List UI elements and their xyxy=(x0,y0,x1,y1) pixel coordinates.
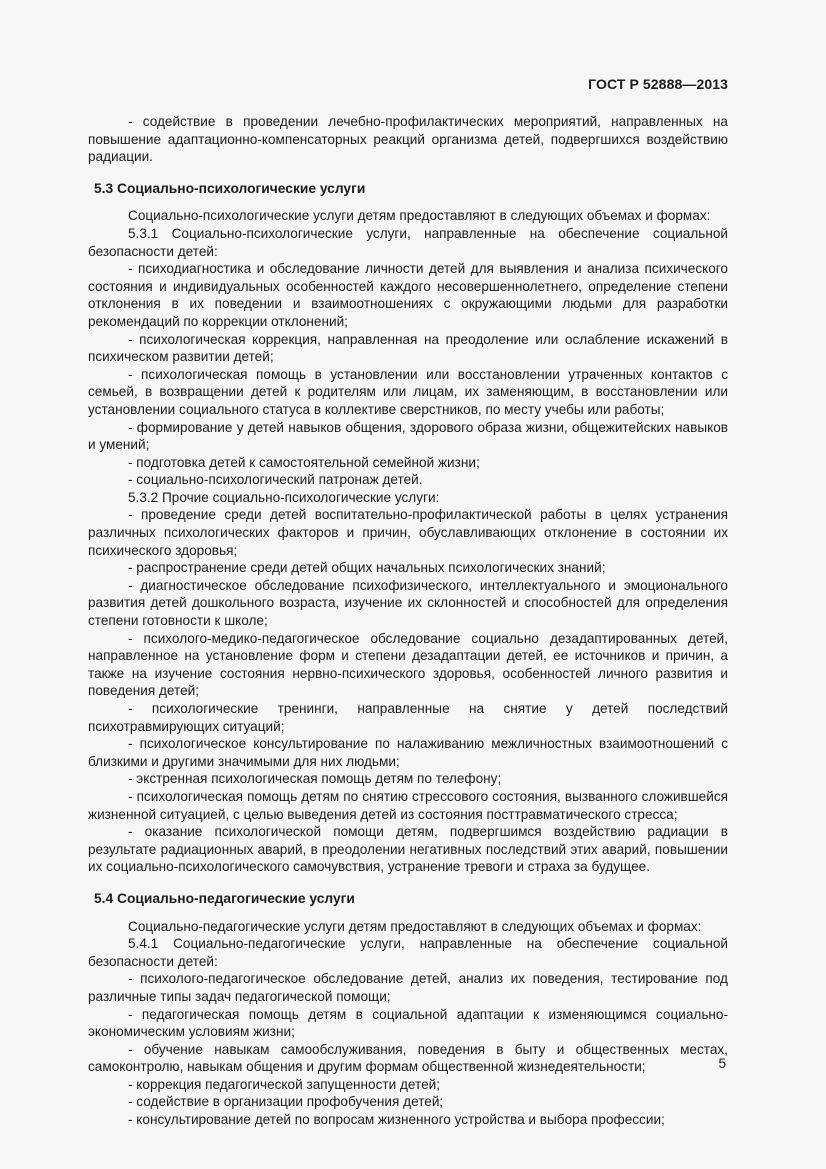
paragraph: - психолого-педагогическое обследование детей, анализ их поведения, тестирование под различные типы задач педагогической помощи; xyxy=(88,971,728,1004)
paragraph: - психологическая помощь в установлении или восстановлении утраченных контактов с семьей, в возвращении детей к родителям или лицам, их заменяющим, в восстановлении или установлении социального статуса в коллективе сверстников, по месту учебы или работы; xyxy=(88,366,728,417)
paragraph: - психологическое консультирование по налаживанию межличностных взаимоотношений с близкими и другими значимыми для них людьми; xyxy=(88,736,728,769)
paragraph: 5.4.1 Социально-педагогические услуги, направленные на обеспечение социальной безопасности детей: xyxy=(88,936,728,969)
paragraph: - диагностическое обследование психофизического, интеллектуального и эмоционального развития детей дошкольного возраста, изучение их склонностей и способностей для определения степени готовности к школе; xyxy=(88,577,728,629)
document-body xyxy=(88,113,728,1129)
paragraph: Социально-психологические услуги детям предоставляют в следующих объемах и формах: xyxy=(128,208,711,224)
paragraph: - экстренная психологическая помощь детям по телефону; xyxy=(128,771,502,787)
paragraph: - оказание психологической помощи детям, подвергшимся воздействию радиации в результате радиационных аварий, в преодолении негативных последствий этих аварий, повышении их социально-психологического самочувствия, устранение тревоги и страха за будущее. xyxy=(88,824,728,875)
paragraph: - содействие в организации профобучения детей; xyxy=(128,1094,444,1110)
section-heading: 5.4 Социально-педагогические услуги xyxy=(94,890,355,906)
section-heading: 5.3 Социально-психологические услуги xyxy=(94,180,366,196)
paragraph: - коррекция педагогической запущенности детей; xyxy=(128,1076,441,1092)
paragraph: Социально-педагогические услуги детям предоставляют в следующих объемах и формах: xyxy=(128,918,702,934)
paragraph: - распространение среди детей общих начальных психологических знаний; xyxy=(128,560,606,576)
paragraph: - психологическая помощь детям по снятию стрессового состояния, вызванного сложившейся жизненной ситуацией, с целью выведения детей из состояния посттравматического стресса; xyxy=(88,788,728,822)
paragraph: - психолого-медико-педагогическое обследование социально дезадаптированных детей, направленное на установление форм и степени дезадаптации детей, ее источников и причин, а также на изучение состояния нервно-психического здоровья, особенностей личного развития и поведения детей; xyxy=(88,630,728,699)
paragraph: - консультирование детей по вопросам жизненного устройства и выбора профессии; xyxy=(128,1112,665,1128)
page-number: 5 xyxy=(718,1056,726,1071)
paragraph: - содействие в проведении лечебно-профилактических мероприятий, направленных на повышение адаптационно-компенсаторных реакций организма детей, подвергшихся воздействию радиации. xyxy=(88,114,728,165)
paragraph: - проведение среди детей воспитательно-профилактической работы в целях устранения различных психологических факторов и причин, обуславливающих отклонение в состоянии их психического здоровья; xyxy=(88,507,728,558)
paragraph: - социально-психологический патронаж детей. xyxy=(128,472,423,488)
paragraph: - педагогическая помощь детям в социальной адаптации к изменяющимся социально-экономическим условиям жизни; xyxy=(88,1006,728,1040)
paragraph: - подготовка детей к самостоятельной семейной жизни; xyxy=(128,454,480,470)
paragraph: - психодиагностика и обследование личности детей для выявления и анализа психического состояния и индивидуальных особенностей каждого несовершеннолетнего, определение степени отклонения в их поведении и взаимоотношениях с окружающими людьми для разработки рекомендаций по коррекции отклонений; xyxy=(88,261,728,329)
paragraph: 5.3.2 Прочие социально-психологические услуги: xyxy=(128,489,440,505)
paragraph: - формирование у детей навыков общения, здорового образа жизни, общежитейских навыков и умений; xyxy=(88,419,728,453)
paragraph: - обучение навыкам самообслуживания, поведения в быту и общественных местах, самоконтролю, навыкам общения и другим формам общественной жизнедеятельности; xyxy=(88,1041,728,1075)
paragraph: - психологическая коррекция, направленная на преодоление или ослабление искажений в психическом развитии детей; xyxy=(88,331,728,365)
paragraph: 5.3.1 Социально-психологические услуги, направленные на обеспечение социальной безопасности детей: xyxy=(88,225,728,259)
document-code: ГОСТ Р 52888—2013 xyxy=(588,76,728,92)
paragraph: - психологические тренинги, направленные на снятие у детей последствий психотравмирующих ситуаций; xyxy=(88,701,728,734)
